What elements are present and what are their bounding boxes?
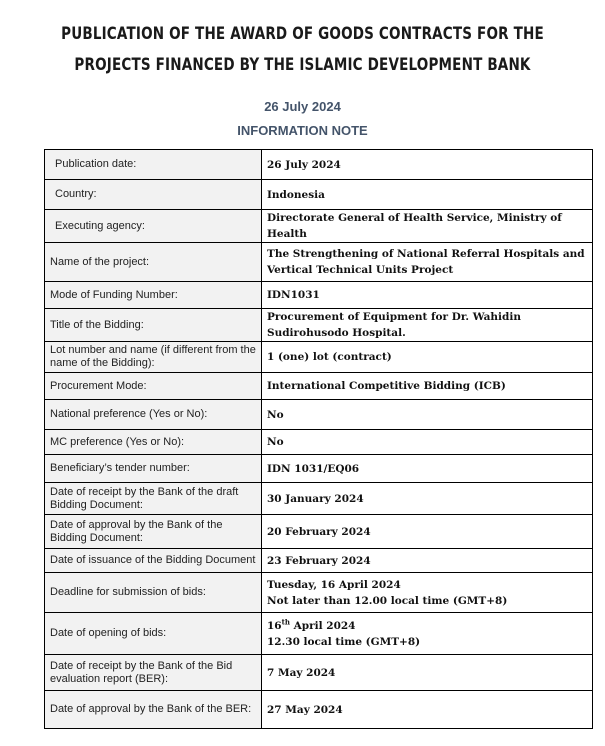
table-row [45, 309, 593, 342]
row-label: Date of approval by the Bank of the BER: [45, 691, 262, 729]
table-row [45, 515, 593, 549]
table-row [45, 373, 593, 400]
row-label: Lot number and name (if different from the name of the Bidding): [45, 342, 262, 373]
row-label: Procurement Mode: [45, 373, 262, 400]
row-label: MC preference (Yes or No): [45, 430, 262, 455]
title-line-2: PROJECTS FINANCED BY THE ISLAMIC DEVELOPMENT BANK [74, 55, 531, 74]
table-row [45, 573, 593, 613]
row-value: Procurement of Equipment for Dr. Wahidin Sudirohusodo Hospital. [262, 309, 593, 342]
information-table [44, 149, 593, 729]
document-date: 26 July 2024 [264, 99, 341, 114]
row-value: 30 January 2024 [262, 483, 593, 515]
opening-day: 16 [267, 619, 282, 632]
label-text: Publication date: [55, 158, 137, 170]
row-value: International Competitive Bidding (ICB) [262, 373, 593, 400]
table-row [45, 430, 593, 455]
row-value: Directorate General of Health Service, Ministry of Health [262, 210, 593, 243]
row-label [45, 150, 262, 180]
row-label: Date of approval by the Bank of the Bidding Document: [45, 515, 262, 549]
row-value: 7 May 2024 [262, 655, 593, 691]
table-row [45, 691, 593, 729]
row-value: No [262, 430, 593, 455]
row-value: 20 February 2024 [262, 515, 593, 549]
table-row [45, 613, 593, 655]
row-value: 23 February 2024 [262, 549, 593, 573]
label-text: Country: [55, 188, 97, 200]
document-title [54, 18, 550, 80]
row-label: Date of receipt by the Bank of the draft Bidding Document: [45, 483, 262, 515]
table-row [45, 342, 593, 373]
row-value: 27 May 2024 [262, 691, 593, 729]
row-label: Date of receipt by the Bank of the Bid evaluation report (BER): [45, 655, 262, 691]
opening-day-suffix: th [281, 617, 290, 626]
table-row [45, 180, 593, 210]
row-value: The Strengthening of National Referral Hospitals and Vertical Technical Units Project [262, 243, 593, 282]
table-row [45, 455, 593, 483]
table-row [45, 549, 593, 573]
row-value: Indonesia [262, 180, 593, 210]
opening-date [267, 618, 587, 634]
row-label [45, 180, 262, 210]
row-label: Date of issuance of the Bidding Document [45, 549, 262, 573]
opening-time: 12.30 local time (GMT+8) [267, 635, 421, 648]
table-row [45, 210, 593, 243]
row-value: IDN 1031/EQ06 [262, 455, 593, 483]
title-line-1: PUBLICATION OF THE AWARD OF GOODS CONTRACTS FOR THE [61, 24, 544, 43]
table-row [45, 655, 593, 691]
table-row [45, 282, 593, 309]
row-label: Name of the project: [45, 243, 262, 282]
row-value: 26 July 2024 [262, 150, 593, 180]
row-value [262, 613, 593, 655]
row-value: 1 (one) lot (contract) [262, 342, 593, 373]
row-label: Mode of Funding Number: [45, 282, 262, 309]
table-row [45, 243, 593, 282]
row-label: Beneficiary’s tender number: [45, 455, 262, 483]
opening-month-year: April 2024 [289, 619, 356, 632]
row-label: Date of opening of bids: [45, 613, 262, 655]
label-text: Executing agency: [55, 219, 145, 232]
information-note-heading: INFORMATION NOTE [237, 123, 368, 138]
row-label: Deadline for submission of bids: [45, 573, 262, 613]
row-label: National preference (Yes or No): [45, 400, 262, 430]
row-value: No [262, 400, 593, 430]
row-label: Title of the Bidding: [45, 309, 262, 342]
table-row [45, 150, 593, 180]
deadline-time: Not later than 12.00 local time (GMT+8) [267, 594, 508, 607]
row-value [262, 573, 593, 613]
row-label [45, 210, 262, 243]
table-row [45, 483, 593, 515]
row-value: IDN1031 [262, 282, 593, 309]
deadline-date: Tuesday, 16 April 2024 [267, 578, 401, 591]
table-row [45, 400, 593, 430]
